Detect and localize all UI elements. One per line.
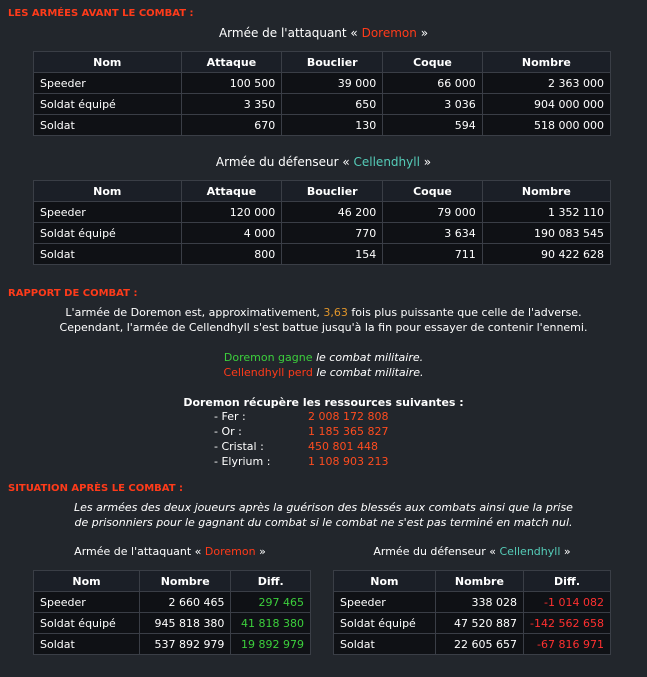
table-row: Speeder 2 660 465 297 465 [34,592,311,613]
col-attaque: Attaque [181,52,282,73]
table-row: Soldat équipé 3 350 650 3 036 904 000 000 [34,94,611,115]
defender-after-caption: Armée du défenseur « Cellendhyll » [373,545,571,558]
power-ratio: 3,63 [323,306,348,319]
col-diff: Diff. [231,571,311,592]
col-nom: Nom [34,52,182,73]
defender-after-table [333,570,611,655]
loser-line: Cellendhyll perd le combat militaire. [223,366,424,379]
attacker-before-table [33,51,611,136]
table-row: Speeder 120 000 46 200 79 000 1 352 110 [34,202,611,223]
loser-name: Cellendhyll perd [223,366,313,379]
table-row: Speeder 100 500 39 000 66 000 2 363 000 [34,73,611,94]
table-row: Soldat 800 154 711 90 422 628 [34,244,611,265]
col-bouclier: Bouclier [282,52,383,73]
table-row: Speeder 338 028 -1 014 082 [334,592,611,613]
attacker-after-caption: Armée de l'attaquant « Doremon » [74,545,266,558]
after-note-2: de prisonniers pour le gagnant du combat si le combat ne s'est pas terminé en match nul. [74,516,573,529]
defender-name: Cellendhyll [353,155,420,169]
table-row: Soldat équipé 4 000 770 3 634 190 083 545 [34,223,611,244]
after-note-1: Les armées des deux joueurs après la guérison des blessés aux combats ainsi que la prise [74,501,573,514]
col-bouclier: Bouclier [282,181,383,202]
section-title-report: RAPPORT DE COMBAT : [8,288,138,299]
col-nombre: Nombre [435,571,523,592]
table-row: Soldat 22 605 657 -67 816 971 [334,634,611,655]
resources-title: Doremon récupère les ressources suivantes : [183,396,464,409]
table-row: Soldat équipé 945 818 380 41 818 380 [34,613,311,634]
attacker-after-table [33,570,311,655]
table-row: Soldat 537 892 979 19 892 979 [34,634,311,655]
col-nom: Nom [34,571,140,592]
attacker-caption: Armée de l'attaquant « Doremon » [218,26,429,40]
attacker-name: Doremon [361,26,417,40]
report-line-2: Cependant, l'armée de Cellendhyll s'est battue jusqu'à la fin pour essayer de contenir l'ennemi. [59,321,588,334]
col-nombre: Nombre [482,181,610,202]
table-row: Soldat équipé 47 520 887 -142 562 658 [334,613,611,634]
col-coque: Coque [383,52,483,73]
col-nombre: Nombre [482,52,610,73]
col-diff: Diff. [524,571,611,592]
report-line-1: L'armée de Doremon est, approximativement, 3,63 fois plus puissante que celle de l'adverse. [65,306,582,319]
section-title-after: SITUATION APRÈS LE COMBAT : [8,483,184,494]
col-attaque: Attaque [181,181,282,202]
col-nom: Nom [34,181,182,202]
col-nom: Nom [334,571,436,592]
winner-line: Doremon gagne le combat militaire. [223,351,424,364]
defender-caption: Armée du défenseur « Cellendhyll » [215,155,432,169]
winner-name: Doremon gagne [223,351,313,364]
table-row: Soldat 670 130 594 518 000 000 [34,115,611,136]
col-coque: Coque [383,181,483,202]
col-nombre: Nombre [139,571,230,592]
section-title-before: LES ARMÉES AVANT LE COMBAT : [8,8,194,19]
defender-before-table [33,180,611,265]
